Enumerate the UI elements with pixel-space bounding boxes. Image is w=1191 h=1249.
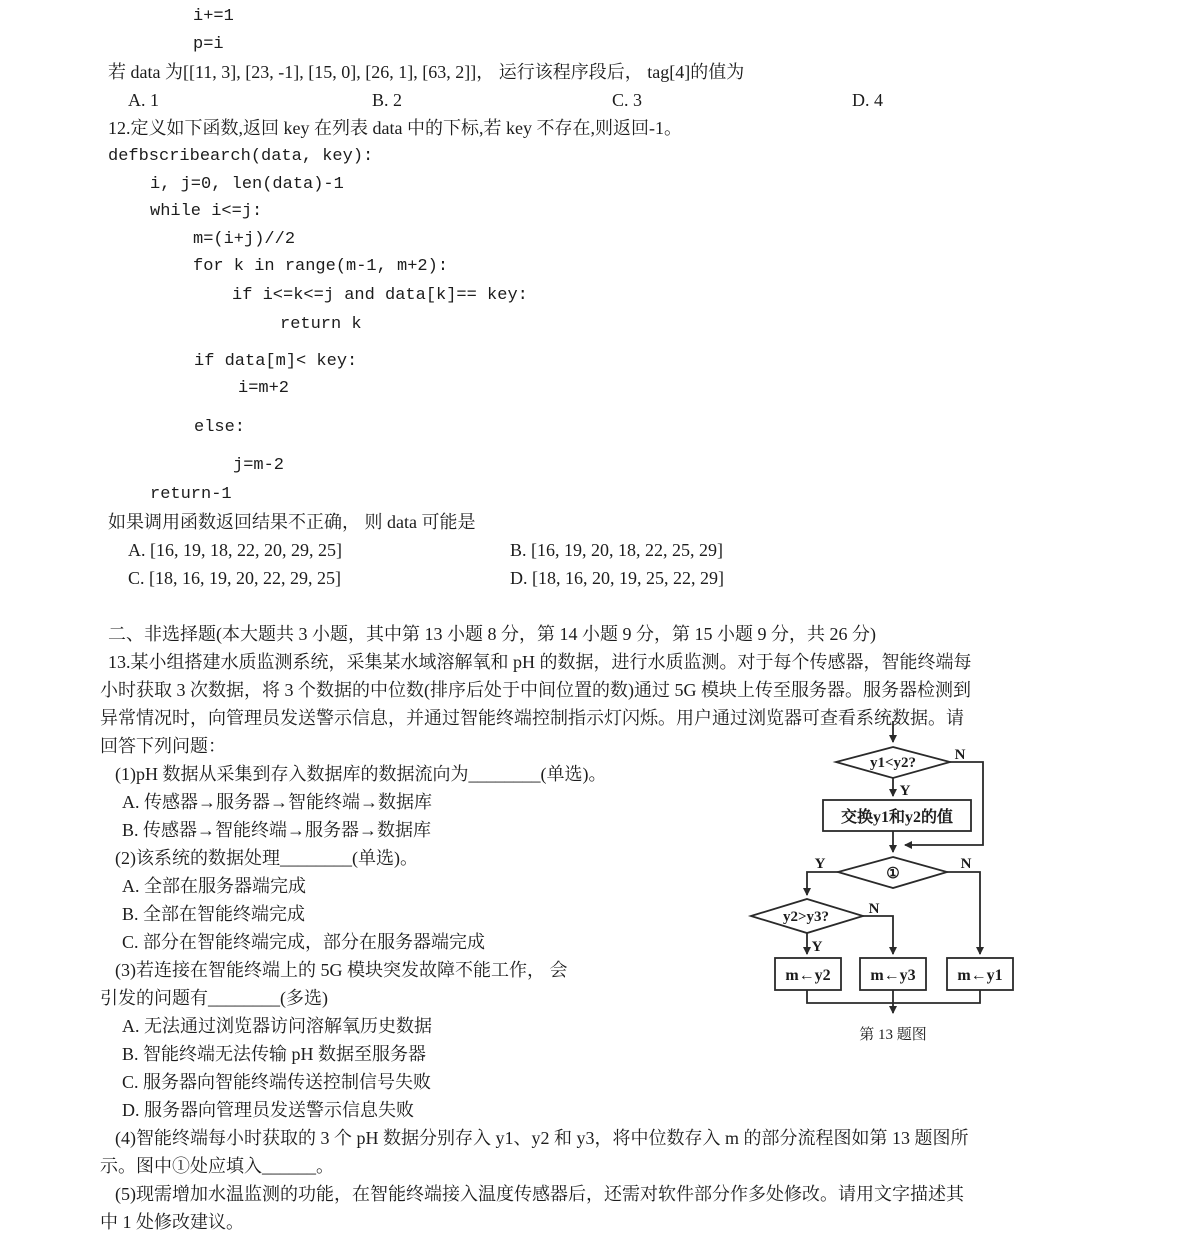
flow-d3-no-branch xyxy=(863,916,893,954)
q13-sub3-option-b: B. 智能终端无法传输 pH 数据至服务器 xyxy=(122,1044,427,1064)
q13-sub3-option-c: C. 服务器向智能终端传送控制信号失败 xyxy=(122,1072,432,1092)
flow-d2-yes-label: Y xyxy=(814,856,826,872)
q11-option-a: A. 1 xyxy=(128,90,159,110)
q12-def-line: defbscribearch(data, key): xyxy=(108,147,374,166)
q13-intro-line-3: 异常情况时，向管理员发送警示信息，并通过智能终端控制指示灯闪烁。用户通过浏览器可查看系统数据。请 xyxy=(100,708,964,728)
q13-sub4-stem-line-1: (4)智能终端每小时获取的 3 个 pH 数据分别存入 y1、y2 和 y3，将中位数存入 m 的部分流程图如第 13 题图所 xyxy=(115,1128,969,1148)
q13-flowchart xyxy=(735,715,1035,1055)
q13-sub5-stem-line-1: (5)现需增加水温监测的功能，在智能终端接入温度传感器后，还需对软件部分作多处修改。请用文字描述其 xyxy=(115,1184,964,1204)
q12-code-line-2: while i<=j: xyxy=(150,202,263,221)
flow-d1-no-label: N xyxy=(954,747,966,763)
q13-sub3-stem-line-1: (3)若连接在智能终端上的 5G 模块突发故障不能工作， 会 xyxy=(115,960,568,980)
q13-sub1-option-a: A. 传感器→服务器→智能终端→数据库 xyxy=(122,792,432,812)
flow-d2-no-label: N xyxy=(960,856,972,872)
q12-options-row-2 xyxy=(0,564,1191,592)
q13-sub3-option-a: A. 无法通过浏览器访问溶解氧历史数据 xyxy=(122,1016,432,1036)
q12-code-line-5: if i<=k<=j and data[k]== key: xyxy=(232,286,528,305)
q12-code-line-11: return-1 xyxy=(150,485,232,504)
q12-option-c: C. [18, 16, 19, 20, 22, 29, 25] xyxy=(128,568,341,588)
flow-d2-yes-branch xyxy=(807,872,838,895)
flow-decision3-label: y2>y3? xyxy=(782,909,830,925)
q12-code-line-6: return k xyxy=(280,315,362,334)
q13-sub3-option-d: D. 服务器向管理员发送警示信息失败 xyxy=(122,1100,414,1120)
flow-d3-no-label: N xyxy=(868,901,880,917)
q12-code-line-8: i=m+2 xyxy=(238,379,290,398)
section2-header: 二、非选择题(本大题共 3 小题，其中第 13 小题 8 分，第 14 小题 9 分，第 15 小题 9 分，共 26 分) xyxy=(108,624,876,644)
flow-box-my3-label: m←y3 xyxy=(870,967,916,984)
q13-sub2-option-b: B. 全部在智能终端完成 xyxy=(122,904,306,924)
q11-option-c: C. 3 xyxy=(612,90,643,110)
q12-option-d: D. [18, 16, 20, 19, 25, 22, 29] xyxy=(510,568,724,588)
q13-sub5-stem-line-2: 中 1 处修改建议。 xyxy=(100,1212,244,1232)
flow-decision2-label: ① xyxy=(886,866,900,882)
q12-code-line-9: else: xyxy=(194,418,246,437)
q13-sub1-stem: (1)pH 数据从采集到存入数据库的数据流向为________(单选)。 xyxy=(115,764,607,784)
flow-d2-no-branch xyxy=(947,872,980,954)
q13-sub1-option-b: B. 传感器→智能终端→服务器→数据库 xyxy=(122,820,432,840)
q13-sub3-stem-line-2: 引发的问题有________(多选) xyxy=(100,988,328,1008)
flow-box-my2-label: m←y2 xyxy=(785,967,831,984)
q13-intro-line-4: 回答下列问题： xyxy=(100,736,226,756)
q12-options-row-1 xyxy=(0,536,1191,564)
flow-decision1-label: y1<y2? xyxy=(869,755,917,771)
q13-sub4-stem-line-2: 示。图中①处应填入______。 xyxy=(100,1156,334,1176)
q13-sub2-option-c: C. 部分在智能终端完成，部分在服务器端完成 xyxy=(122,932,486,952)
q11-options-row xyxy=(0,86,1191,114)
q12-option-a: A. [16, 19, 18, 22, 20, 29, 25] xyxy=(128,540,342,560)
q12-question: 如果调用函数返回结果不正确， 则 data 可能是 xyxy=(108,512,476,532)
q13-sub2-option-a: A. 全部在服务器端完成 xyxy=(122,876,306,896)
q11-option-b: B. 2 xyxy=(372,90,403,110)
q13-intro-line-2: 小时获取 3 次数据，将 3 个数据的中位数(排序后处于中间位置的数)通过 5G 模块上传至服务器。服务器检测到 xyxy=(100,680,971,700)
q12-code-line-1: i, j=0, len(data)-1 xyxy=(150,175,344,194)
code-top-line-2: p=i xyxy=(193,35,224,54)
q11-stem: 若 data 为[[11, 3], [23, -1], [15, 0], [26, 1], [63, 2]]， 运行该程序段后， tag[4]的值为 xyxy=(108,62,745,82)
flow-d1-yes-label: Y xyxy=(899,783,911,799)
q12-code-line-7: if data[m]< key: xyxy=(194,352,358,371)
flow-d3-yes-label: Y xyxy=(811,939,823,955)
q12-option-b: B. [16, 19, 20, 18, 22, 25, 29] xyxy=(510,540,723,560)
q12-code-line-10: j=m-2 xyxy=(233,456,285,475)
q12-code-line-3: m=(i+j)//2 xyxy=(193,230,296,249)
code-top-line-1: i+=1 xyxy=(193,7,234,26)
q11-option-d: D. 4 xyxy=(852,90,883,110)
flow-swap-label: 交换y1和y2的值 xyxy=(840,809,954,826)
q12-stem: 12.定义如下函数,返回 key 在列表 data 中的下标,若 key 不存在,则返回-1。 xyxy=(108,118,682,138)
flowchart-caption: 第 13 题图 xyxy=(859,1027,927,1043)
q13-intro-line-1: 13.某小组搭建水质监测系统，采集某水域溶解氧和 pH 的数据，进行水质监测。对于每个传感器，智能终端每 xyxy=(108,652,972,672)
flow-box-my1-label: m←y1 xyxy=(957,967,1003,984)
q12-code-line-4: for k in range(m-1, m+2): xyxy=(193,257,449,276)
q13-sub2-stem: (2)该系统的数据处理________(单选)。 xyxy=(115,848,418,868)
